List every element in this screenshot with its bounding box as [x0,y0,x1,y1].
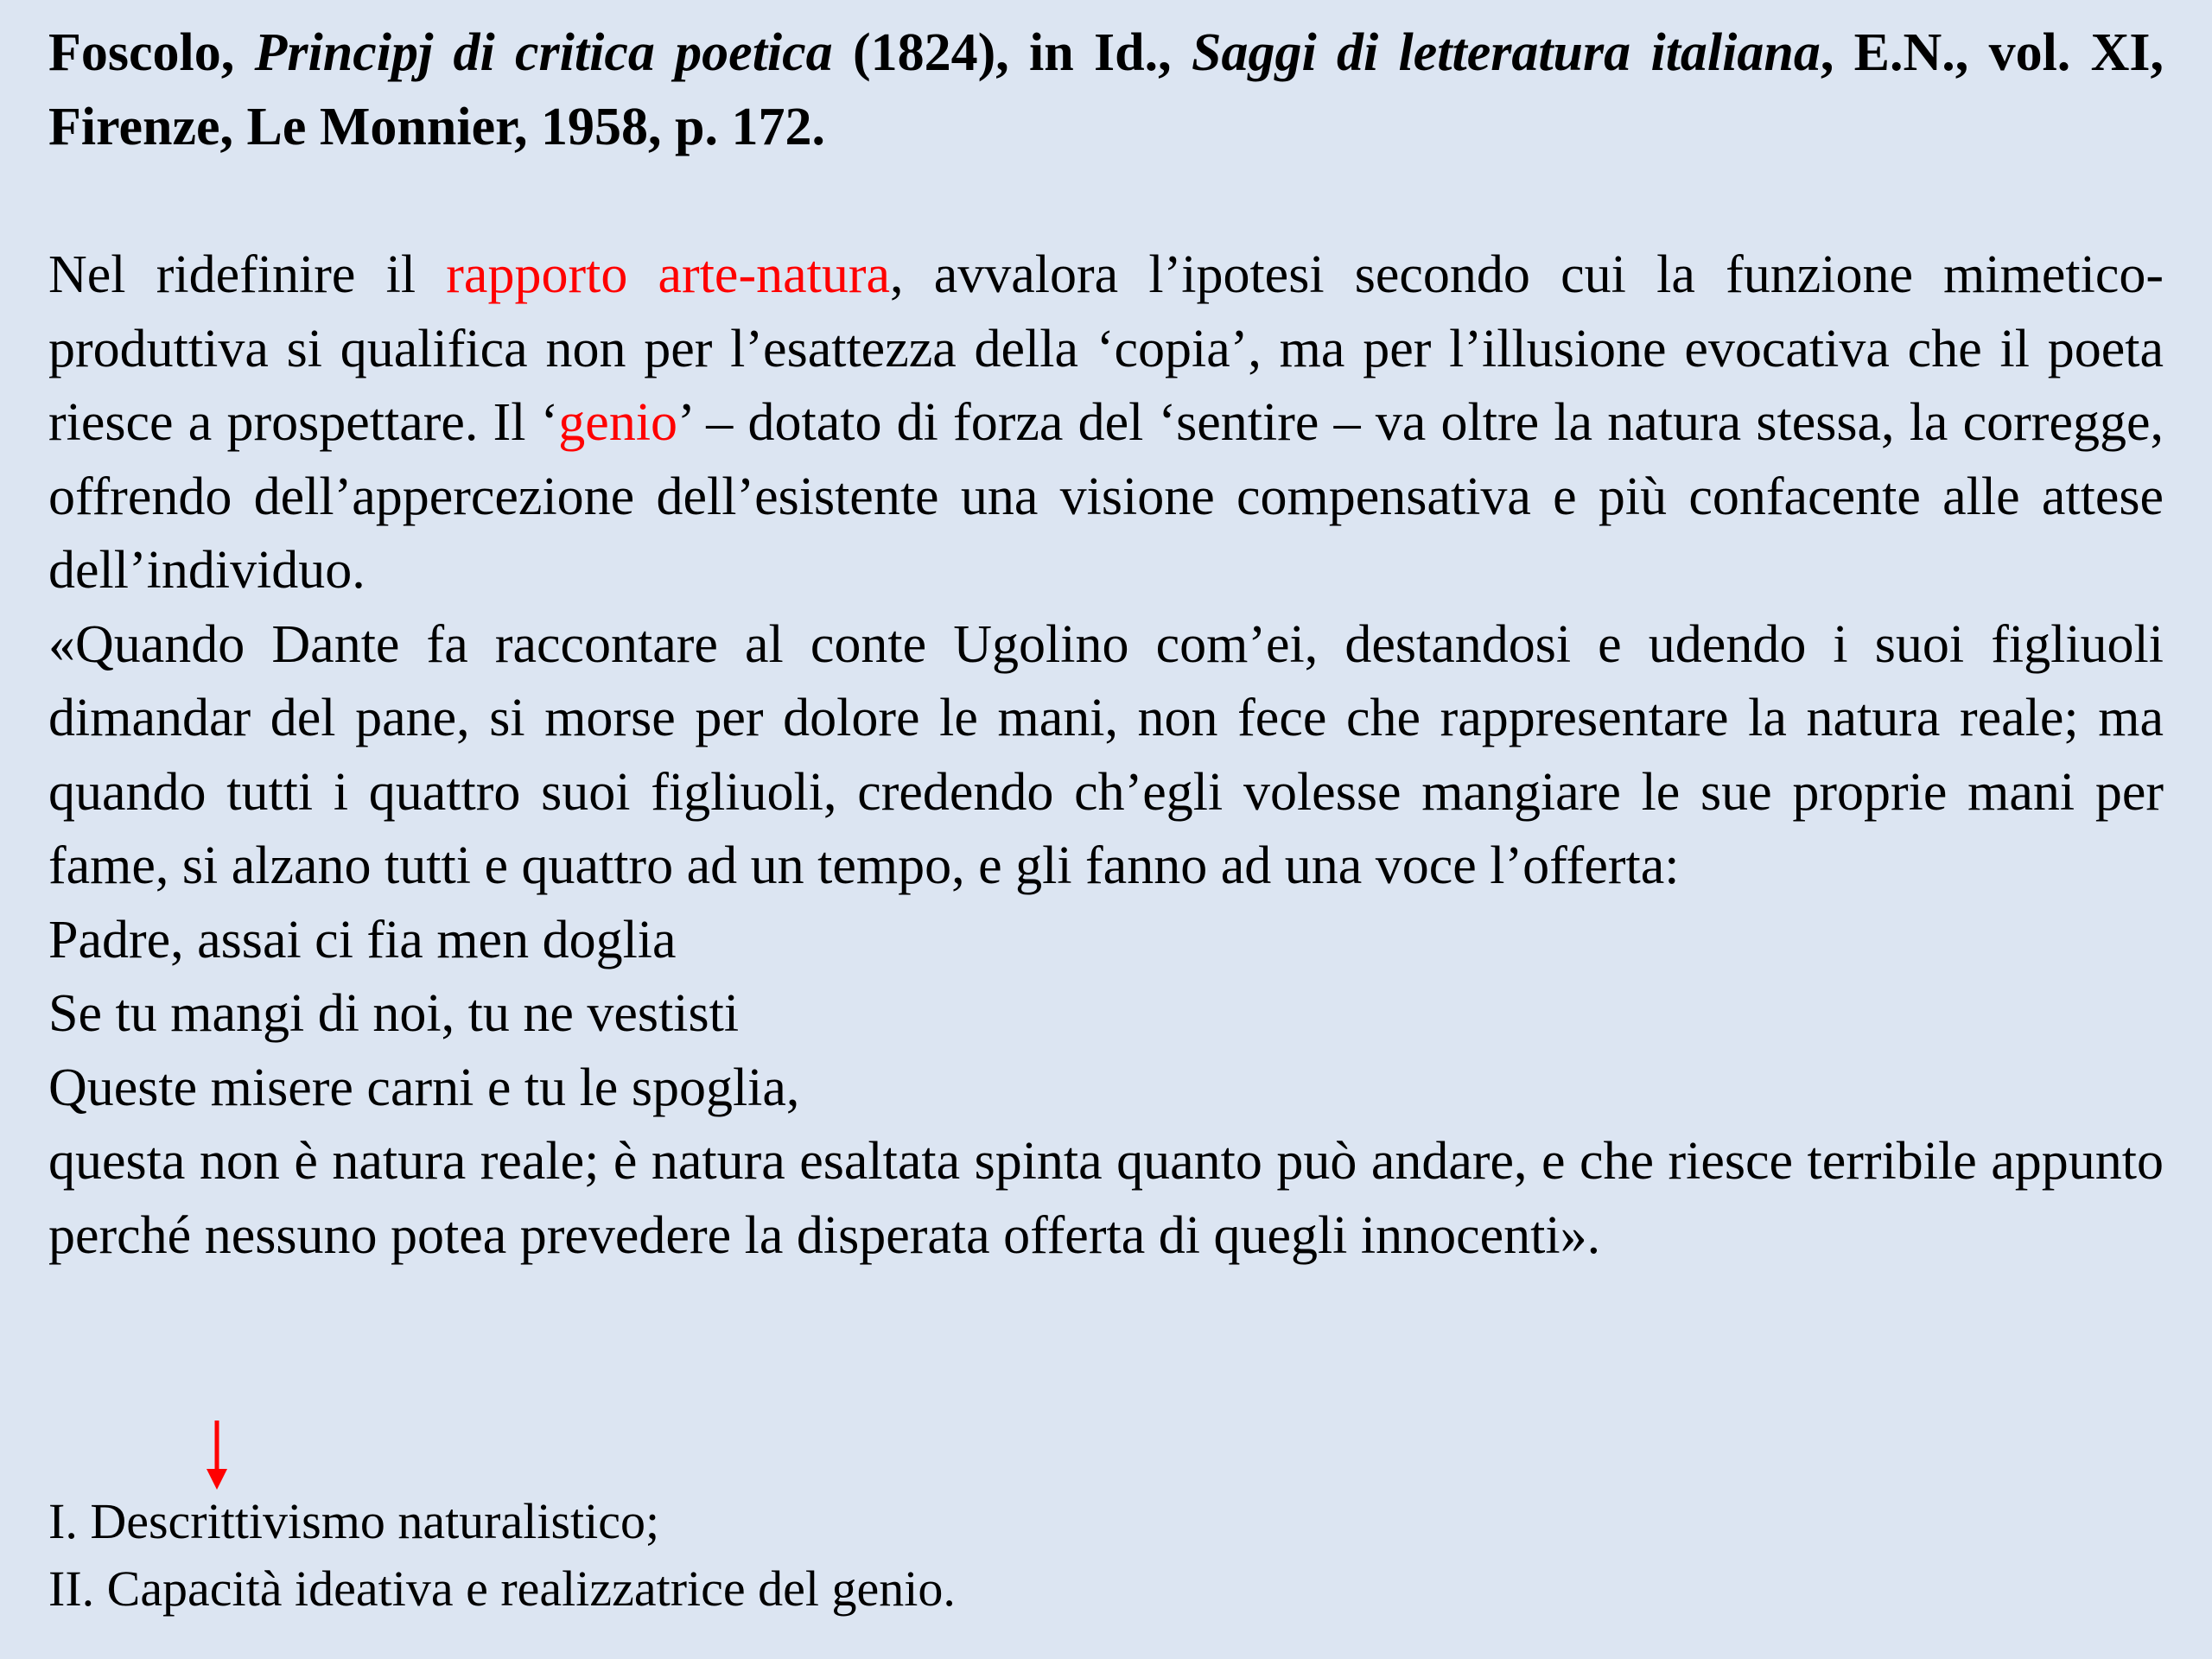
body-text [48,238,2164,1273]
intro-text-2: , avvalora l’ipotesi secondo cui la funzione mimetico-produttiva si qualifica non per l’esattezza della ‘copia’, ma per l’illusione evocativa che il poeta riesce a prospettare. Il ‘ [48,245,2164,452]
verse-line-2: Se tu mangi di noi, tu ne vestisti [48,984,740,1043]
highlight-genio: genio [558,393,678,452]
quote-intro: «Quando Dante fa raccontare al conte Ugolino com’ei, destandosi e udendo i suoi figliuoli dimandar del pane, si morse per dolore le mani, non fece che rappresentare la natura reale; ma quando tutti i quattro suoi figliuoli, credendo ch’egli volesse mangiare le sue proprie mani per fame, si alzano tutti e quattro ad un tempo, e gli fanno ad una voce l’offerta: [48,614,2164,895]
intro-text-1: Nel ridefinire il [48,245,447,304]
verse-line-3: Queste misere carni e tu le spoglia, [48,1058,800,1117]
list-item-2: II. Capacità ideativa e realizzatrice del genio. [48,1560,956,1617]
citation-year: (1824), in Id., [832,23,1192,82]
down-arrow-icon [204,1419,230,1491]
intro-text-3: ’ – dotato di forza del ‘sentire – va oltre la natura stessa, la corregge, offrendo dell’appercezione dell’esistente una visione compensativa e più confacente alle attese dell’individuo. [48,393,2164,600]
conclusion-list [48,1488,956,1623]
citation-details: , E.N., vol. XI, Firenze, Le Monnier, 1958, p. 172. [48,23,2164,156]
intro-paragraph [48,238,2164,608]
bibliographic-citation [48,16,2164,164]
slide-content [48,16,2164,1273]
verse-line-1: Padre, assai ci fia men doglia [48,910,677,969]
highlight-rapporto-arte-natura: rapporto arte-natura [446,245,890,304]
citation-volume-title: Saggi di letteratura italiana [1191,23,1821,82]
citation-work-title: Principj di critica poetica [254,23,833,82]
list-item-1: I. Descrittivismo naturalistico; [48,1493,660,1549]
quote-closing: questa non è natura reale; è natura esaltata spinta quanto può andare, e che riesce terribile appunto perché nessuno potea prevedere la disperata offerta di quegli innocenti». [48,1132,2164,1265]
citation-author: Foscolo, [48,23,255,82]
